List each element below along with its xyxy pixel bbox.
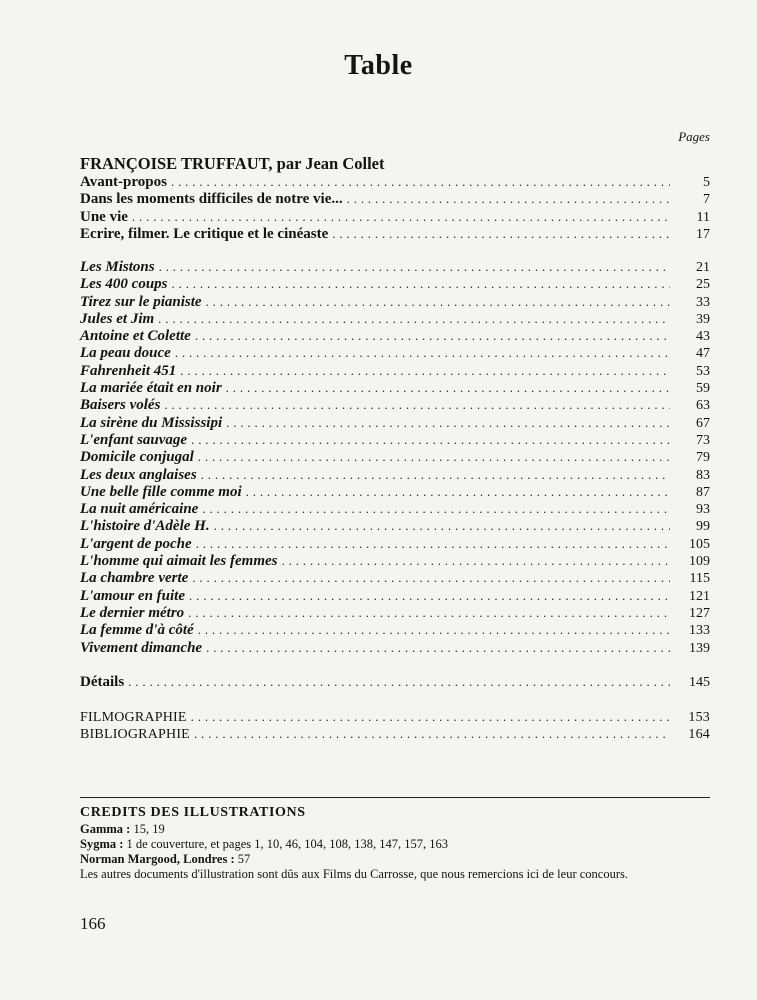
toc-entry [80, 621, 710, 638]
toc-entry-label: Fahrenheit 451 [80, 362, 177, 379]
toc-entry [80, 414, 710, 431]
toc-entry-label: Une vie [80, 208, 128, 225]
dot-leader [189, 587, 670, 605]
credits-title: CREDITS DES ILLUSTRATIONS [80, 805, 306, 820]
dot-leader [196, 535, 670, 553]
dot-leader [132, 208, 670, 226]
toc-entry-label: L'histoire d'Adèle H. [80, 518, 210, 535]
toc-entry-page: 25 [696, 277, 710, 293]
toc-entry-page: 7 [703, 192, 710, 208]
dot-leader [347, 190, 670, 208]
toc-entry-label: L'argent de poche [80, 535, 192, 552]
dot-leader [172, 275, 671, 293]
credit-line [80, 837, 712, 852]
toc-entry-label: La femme d'à côté [80, 622, 194, 639]
dot-leader [191, 431, 670, 449]
dot-leader [226, 379, 670, 397]
annex-entries [80, 708, 710, 743]
credits-note: Les autres documents d'illustration sont dûs aux Films du Carrosse, que nous remercions ici de leur concours. [80, 867, 628, 881]
toc-entry-page: 115 [689, 571, 710, 587]
toc-entry [80, 344, 710, 361]
toc-entry [80, 604, 710, 621]
toc-entry [80, 673, 710, 690]
toc-entry [80, 190, 710, 207]
toc-entry-label: L'enfant sauvage [80, 431, 188, 448]
toc-entry-page: 11 [696, 209, 710, 225]
credit-source: Norman Margood, Londres : [80, 852, 235, 866]
credit-pages: 57 [234, 852, 251, 866]
credit-source: Gamma : [80, 822, 131, 836]
toc-entry-page: 133 [689, 623, 710, 639]
dot-leader [206, 639, 670, 657]
toc-entry-label: La peau douce [80, 345, 171, 362]
dot-leader [188, 604, 670, 622]
dot-leader [171, 173, 670, 191]
toc-entry-label: Antoine et Colette [80, 328, 191, 345]
toc-entry-page: 63 [696, 398, 710, 414]
toc-entry-label: Avant-propos [80, 174, 167, 190]
toc-entry [80, 225, 710, 242]
toc-entry [80, 587, 710, 604]
dot-leader [128, 673, 670, 691]
toc-entry [80, 483, 710, 500]
toc-entry-page: 67 [696, 415, 710, 431]
dot-leader [192, 569, 670, 587]
toc-entry-page: 145 [689, 675, 710, 690]
toc-entry-page: 59 [696, 381, 710, 397]
section-heading: FRANÇOISE TRUFFAUT, par Jean Collet [80, 154, 385, 173]
toc-entry-label: Dans les moments difficiles de notre vie... [80, 191, 343, 208]
section-divider [80, 797, 710, 798]
credit-pages: 1 de couverture, et pages 1, 10, 46, 104, 108, 138, 147, 157, 163 [123, 837, 449, 851]
dot-leader [180, 362, 670, 380]
toc-entry-label: Les Mistons [80, 259, 155, 275]
dot-leader [198, 621, 670, 639]
toc-entry-label: Détails [80, 674, 125, 690]
toc-entry-page: 121 [689, 588, 710, 604]
toc-entry-label: Les 400 coups [80, 276, 168, 293]
toc-entry-label: L'homme qui aimait les femmes [80, 553, 278, 570]
toc-entry [80, 310, 710, 327]
toc-entry-label: FILMOGRAPHIE [80, 710, 187, 725]
dot-leader [332, 225, 670, 243]
toc-entry-page: 93 [696, 502, 710, 518]
toc-entry-page: 39 [696, 311, 710, 327]
dot-leader [226, 414, 670, 432]
toc-entry [80, 725, 710, 742]
toc-entry [80, 293, 710, 310]
dot-leader [246, 483, 670, 501]
toc-entry-page: 127 [689, 605, 710, 621]
toc-entry [80, 379, 710, 396]
credit-pages: 15, 19 [130, 822, 165, 836]
toc-entry [80, 208, 710, 225]
toc-entry [80, 258, 710, 275]
toc-entry-label: Baisers volés [80, 397, 161, 414]
toc-entry-label: La sirène du Mississipi [80, 414, 223, 431]
dot-leader [175, 344, 670, 362]
toc-entry [80, 327, 710, 344]
toc-entry-page: 109 [689, 554, 710, 570]
toc-entry-label: Domicile conjugal [80, 449, 194, 466]
toc-entry [80, 708, 710, 725]
toc-entry [80, 517, 710, 534]
toc-entry-page: 53 [696, 363, 710, 379]
toc-entry-label: BIBLIOGRAPHIE [80, 727, 190, 743]
illustration-credits [80, 805, 712, 882]
toc-entry-page: 164 [688, 727, 710, 743]
toc-entry [80, 275, 710, 292]
toc-entry-page: 21 [696, 260, 710, 275]
toc-entry-label: Le dernier métro [80, 604, 185, 621]
dot-leader [282, 552, 671, 570]
toc-entry-label: La mariée était en noir [80, 380, 222, 397]
toc-entry-label: Jules et Jim [80, 310, 155, 327]
page-title: Table [344, 50, 413, 81]
toc-entry [80, 466, 710, 483]
toc-entry [80, 500, 710, 517]
toc-entry-page: 153 [688, 710, 710, 725]
toc-entry-page: 47 [696, 346, 710, 362]
credit-line [80, 852, 712, 867]
toc-entry-page: 99 [696, 519, 710, 535]
pages-column-label: Pages [678, 129, 710, 144]
dot-leader [206, 293, 670, 311]
toc-entry-label: Une belle fille comme moi [80, 483, 242, 500]
toc-entry [80, 639, 710, 656]
toc-entry-page: 17 [696, 226, 710, 242]
dot-leader [191, 708, 670, 726]
dot-leader [201, 466, 670, 484]
details-entries [80, 673, 710, 690]
page-number: 166 [80, 914, 106, 933]
toc-entry [80, 448, 710, 465]
toc-entry-page: 83 [696, 467, 710, 483]
dot-leader [214, 517, 670, 535]
credit-line [80, 822, 712, 837]
film-entries [80, 258, 710, 656]
intro-entries [80, 173, 710, 242]
toc-entry [80, 569, 710, 586]
toc-entry-label: L'amour en fuite [80, 587, 186, 604]
dot-leader [158, 310, 670, 328]
toc-entry-label: Tirez sur le pianiste [80, 293, 202, 310]
toc-entry-label: La nuit américaine [80, 501, 199, 518]
dot-leader [164, 396, 670, 414]
toc-entry-page: 105 [689, 536, 710, 552]
toc-entry-label: Les deux anglaises [80, 466, 197, 483]
toc-entry [80, 552, 710, 569]
toc-entry-page: 43 [696, 329, 710, 345]
toc-entry [80, 535, 710, 552]
toc-entry-label: La chambre verte [80, 570, 189, 587]
toc-entry-page: 5 [703, 175, 710, 190]
toc-entry-page: 139 [689, 640, 710, 656]
credit-source: Sygma : [80, 837, 124, 851]
toc-entry [80, 362, 710, 379]
dot-leader [194, 725, 670, 743]
dot-leader [202, 500, 670, 518]
dot-leader [159, 258, 670, 276]
toc-entry-page: 73 [696, 432, 710, 448]
toc-entry [80, 173, 710, 190]
dot-leader [195, 327, 670, 345]
toc-entry [80, 396, 710, 413]
toc-entry-page: 33 [696, 294, 710, 310]
toc-entry-label: Ecrire, filmer. Le critique et le cinéaste [80, 225, 329, 242]
toc-entry-label: Vivement dimanche [80, 639, 203, 656]
dot-leader [198, 448, 670, 466]
toc-entry [80, 431, 710, 448]
toc-entry-page: 79 [696, 450, 710, 466]
toc-entry-page: 87 [696, 484, 710, 500]
